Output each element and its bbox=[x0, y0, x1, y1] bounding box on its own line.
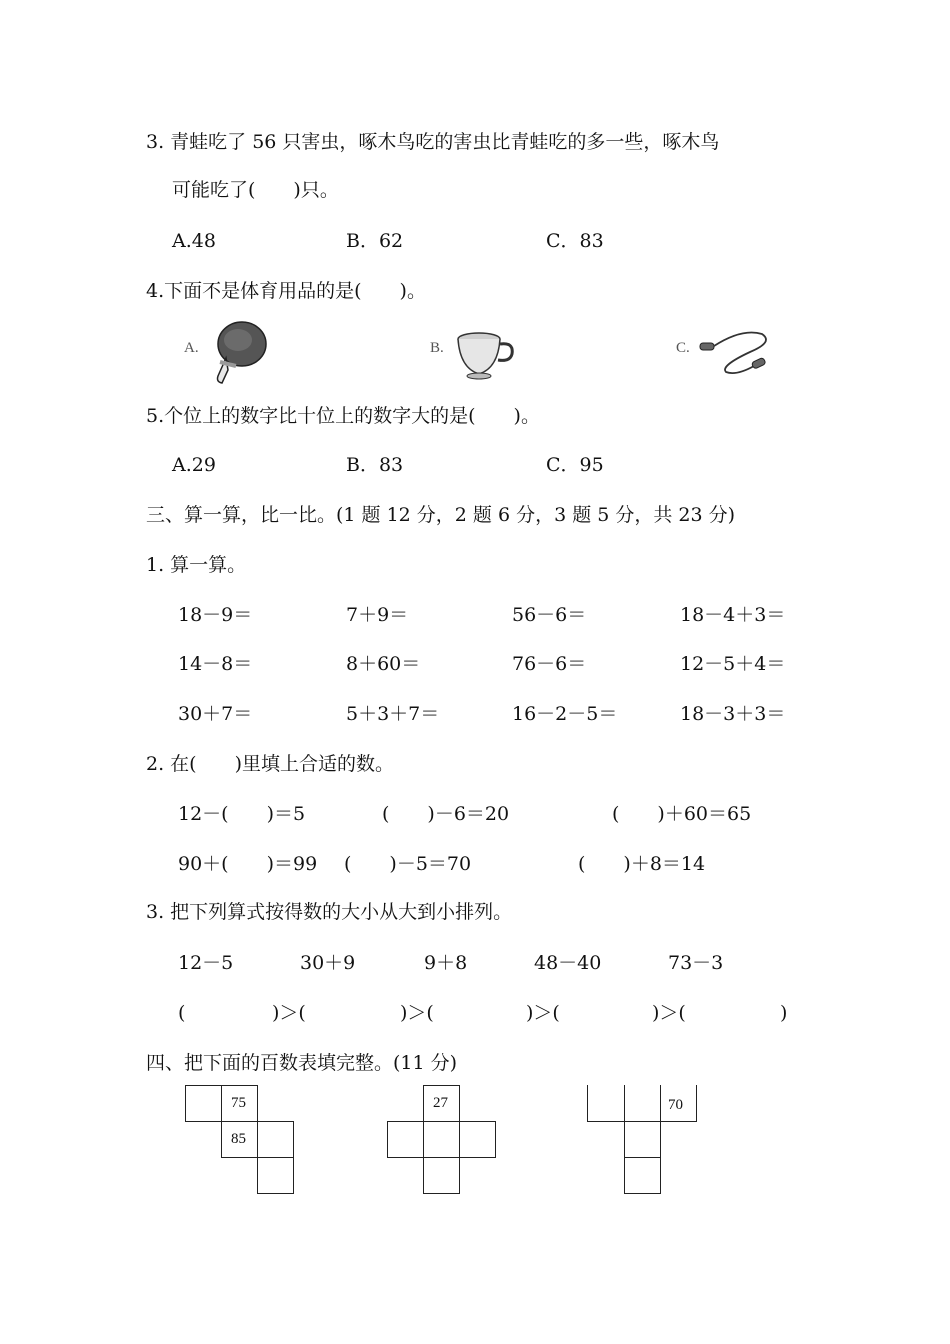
fill-r2-c3[interactable]: ( )＋8＝14 bbox=[578, 853, 706, 875]
q4-option-c[interactable] bbox=[676, 334, 690, 360]
grid3-cell[interactable] bbox=[624, 1157, 661, 1194]
q3-line2: 可能吃了( )只。 bbox=[172, 179, 339, 201]
teacup-icon bbox=[454, 330, 518, 380]
fill-r1-c1[interactable]: 12－( )＝5 bbox=[178, 803, 306, 825]
order-slot-gt-3[interactable]: )＞( bbox=[526, 1002, 560, 1024]
fill-r1-c2[interactable]: ( )－6＝20 bbox=[382, 803, 510, 825]
calc-r1-c1[interactable]: 18－9＝ bbox=[178, 604, 253, 626]
q3-line1: 3. 青蛙吃了 56 只害虫，啄木鸟吃的害虫比青蛙吃的多一些，啄木鸟 bbox=[146, 131, 720, 153]
q4-option-b[interactable] bbox=[430, 334, 444, 360]
order-slot-open[interactable]: ( bbox=[178, 1002, 186, 1024]
q5-option-c[interactable]: C．95 bbox=[546, 454, 604, 476]
grid3-divider bbox=[624, 1085, 625, 1122]
calc-r3-c3[interactable]: 16－2－5＝ bbox=[512, 703, 618, 725]
order-expr-5: 73－3 bbox=[668, 952, 724, 974]
grid3-divider bbox=[660, 1085, 661, 1122]
calc-r2-c4[interactable]: 12－5＋4＝ bbox=[680, 653, 786, 675]
grid2-cell[interactable] bbox=[387, 1121, 424, 1158]
section3-p3-title: 3. 把下列算式按得数的大小从大到小排列。 bbox=[146, 901, 513, 923]
q3-option-a[interactable]: A.48 bbox=[172, 230, 216, 252]
section3-p1-title: 1. 算一算。 bbox=[146, 554, 247, 576]
section3-p2-title: 2. 在( )里填上合适的数。 bbox=[146, 753, 394, 775]
order-slot-gt-1[interactable]: )＞( bbox=[272, 1002, 306, 1024]
grid3-cell[interactable] bbox=[624, 1121, 661, 1158]
grid1-num-85: 85 bbox=[231, 1131, 246, 1147]
grid2-cell[interactable] bbox=[459, 1121, 496, 1158]
grid1-cell[interactable] bbox=[257, 1121, 294, 1158]
calc-r3-c1[interactable]: 30＋7＝ bbox=[178, 703, 253, 725]
order-slot-close[interactable]: ) bbox=[780, 1002, 788, 1024]
calc-r1-c2[interactable]: 7＋9＝ bbox=[346, 604, 409, 626]
order-expr-2: 30＋9 bbox=[300, 952, 356, 974]
grid2-cell[interactable] bbox=[423, 1121, 460, 1158]
calc-r2-c3[interactable]: 76－6＝ bbox=[512, 653, 587, 675]
q4-option-a[interactable] bbox=[184, 334, 199, 360]
calc-r1-c3[interactable]: 56－6＝ bbox=[512, 604, 587, 626]
q5-option-b[interactable]: B．83 bbox=[346, 454, 404, 476]
calc-r2-c1[interactable]: 14－8＝ bbox=[178, 653, 253, 675]
grid1-cell bbox=[221, 1121, 258, 1158]
order-expr-4: 48－40 bbox=[534, 952, 602, 974]
fill-r2-c2[interactable]: ( )－5＝70 bbox=[344, 853, 472, 875]
fill-r1-c3[interactable]: ( )＋60＝65 bbox=[612, 803, 752, 825]
section3-title: 三、算一算，比一比。(1 题 12 分，2 题 6 分，3 题 5 分，共 23 分) bbox=[146, 504, 736, 526]
fill-r2-c1[interactable]: 90＋( )＝99 bbox=[178, 853, 318, 875]
calc-r2-c2[interactable]: 8＋60＝ bbox=[346, 653, 421, 675]
grid1-cell[interactable] bbox=[257, 1157, 294, 1194]
jump-rope-icon bbox=[696, 326, 776, 378]
q4-stem: 4.下面不是体育用品的是( )。 bbox=[146, 280, 426, 302]
calc-r3-c4[interactable]: 18－3＋3＝ bbox=[680, 703, 786, 725]
q3-option-b[interactable]: B．62 bbox=[346, 230, 404, 252]
calc-r1-c4[interactable]: 18－4＋3＝ bbox=[680, 604, 786, 626]
grid2-num-27: 27 bbox=[433, 1095, 448, 1111]
grid1-num-75: 75 bbox=[231, 1095, 246, 1111]
grid3-divider bbox=[587, 1085, 588, 1122]
grid2-cell[interactable] bbox=[423, 1157, 460, 1194]
grid2-cell bbox=[423, 1085, 460, 1122]
grid1-cell[interactable] bbox=[185, 1085, 222, 1122]
calc-r3-c2[interactable]: 5＋3＋7＝ bbox=[346, 703, 440, 725]
q5-option-a[interactable]: A.29 bbox=[172, 454, 216, 476]
q5-stem: 5.个位上的数字比十位上的数字大的是( )。 bbox=[146, 405, 540, 427]
section4-title: 四、把下面的百数表填完整。(11 分) bbox=[146, 1052, 458, 1074]
q4-option-a-label: A. bbox=[184, 340, 199, 356]
grid3-divider bbox=[696, 1085, 697, 1122]
q4-option-c-label: C. bbox=[676, 340, 690, 356]
grid1-cell bbox=[221, 1085, 258, 1122]
order-expr-3: 9＋8 bbox=[424, 952, 468, 974]
order-slot-gt-2[interactable]: )＞( bbox=[400, 1002, 434, 1024]
order-slot-gt-4[interactable]: )＞( bbox=[652, 1002, 686, 1024]
grid3-num-70: 70 bbox=[668, 1097, 683, 1113]
q4-option-b-label: B. bbox=[430, 340, 444, 356]
q3-option-c[interactable]: C．83 bbox=[546, 230, 604, 252]
ping-pong-paddle-icon bbox=[208, 318, 270, 388]
order-expr-1: 12－5 bbox=[178, 952, 234, 974]
